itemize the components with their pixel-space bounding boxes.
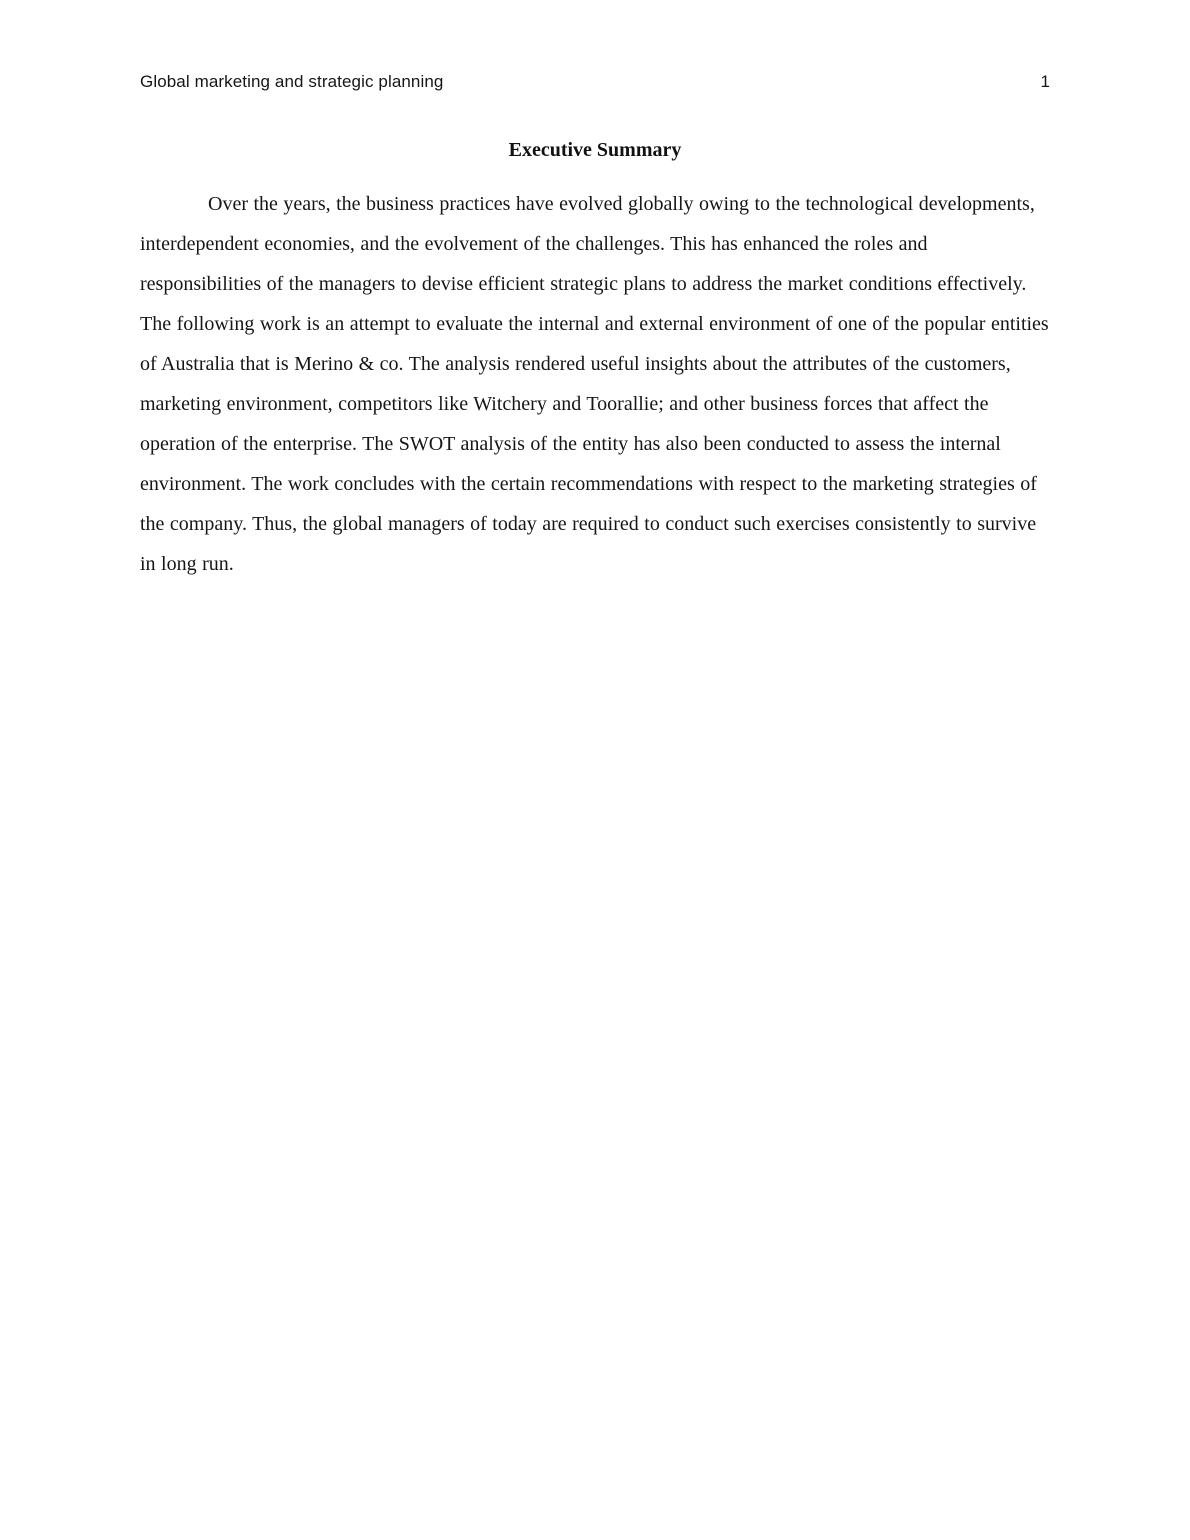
body-paragraph: Over the years, the business practices have evolved globally owing to the technological developments, interdependent economies, and the evolvement of the challenges. This has enhanced the roles and responsibilities of the managers to devise efficient strategic plans to address the market conditions effectively. The following work is an attempt to evaluate the internal and external environment of one of the popular entities of Australia that is Merino & co. The analysis rendered useful insights about the attributes of the customers, marketing environment, competitors like Witchery and Toorallie; and other business forces that affect the operation of the enterprise. The SWOT analysis of the entity has also been conducted to assess the internal environment. The work concludes with the certain recommendations with respect to the marketing strategies of the company. Thus, the global managers of today are required to conduct such exercises consistently to survive in long run. (140, 193, 1049, 576)
page-header (140, 72, 1050, 92)
page-number: 1 (1040, 72, 1050, 91)
running-head: Global marketing and strategic planning (140, 72, 444, 91)
section-title: Executive Summary (508, 139, 682, 162)
